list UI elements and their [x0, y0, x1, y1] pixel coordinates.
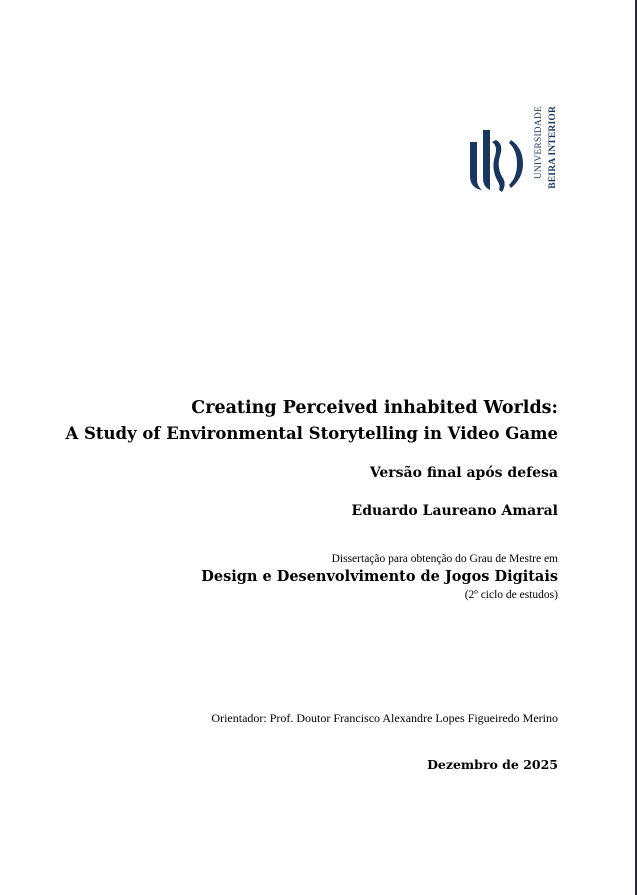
logo-text-beira-interior: BEIRA INTERIOR: [548, 106, 558, 189]
ubi-logo-icon: [468, 106, 532, 198]
degree-name: Design e Desenvolvimento de Jogos Digitais: [201, 568, 558, 585]
version-label: Versão final após defesa: [369, 465, 558, 481]
title-line-1: Creating Perceived inhabited Worlds:: [191, 398, 558, 418]
degree-intro: Dissertação para obtenção do Grau de Mestre em: [331, 553, 558, 565]
author-name: Eduardo Laureano Amaral: [351, 503, 558, 519]
degree-cycle: (2º ciclo de estudos): [464, 589, 558, 601]
university-logo: [468, 106, 563, 198]
date: Dezembro de 2025: [427, 757, 558, 772]
title-line-2: A Study of Environmental Storytelling in Video Game: [65, 424, 558, 443]
advisor: Orientador: Prof. Doutor Francisco Alexandre Lopes Figueiredo Merino: [211, 711, 558, 725]
logo-text-universidade: UNIVERSIDADE: [534, 106, 544, 180]
